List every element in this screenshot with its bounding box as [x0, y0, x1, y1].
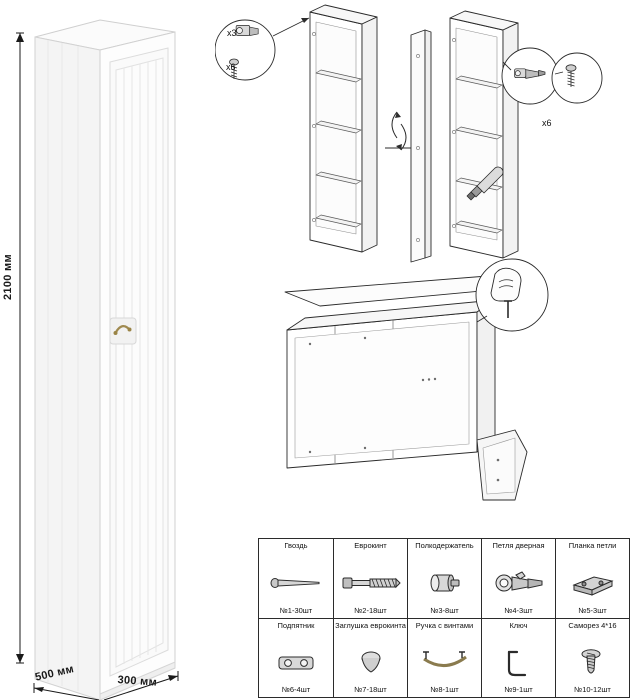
part-cell-cap: [333, 618, 407, 697]
product-illustration: [0, 0, 215, 700]
table-row: [259, 618, 629, 697]
part-title: Гвоздь: [284, 541, 308, 550]
foot-pad-icon: [260, 640, 332, 685]
hinge-plate-icon: [557, 560, 628, 606]
part-code: №4-3шт: [504, 606, 533, 615]
cap-icon: [335, 640, 406, 685]
hinge-count-label: x3: [227, 28, 237, 38]
cabinet-body: [35, 20, 175, 700]
parts-list-table: [258, 538, 630, 698]
part-code: №7-18шт: [354, 685, 387, 694]
part-code: №9-1шт: [504, 685, 533, 694]
part-title: Полкодержатель: [415, 541, 474, 550]
wardrobe-drawing: [0, 0, 215, 700]
screw-count-right-label: x6: [542, 118, 552, 128]
part-code: №1-30шт: [279, 606, 313, 615]
part-cell-foot-pad: [259, 618, 333, 697]
part-cell-hinge-plate: [555, 539, 629, 618]
carcass-left: [310, 5, 377, 252]
height-dimension-line: [16, 33, 24, 663]
part-title: Ключ: [509, 621, 528, 630]
part-title: Ручка с винтами: [415, 621, 474, 630]
table-row: [259, 539, 629, 618]
part-cell-key: [481, 618, 555, 697]
handle-icon: [409, 640, 480, 685]
door-handle-graphic: [110, 318, 136, 344]
width-dimension-label: 300 мм: [117, 674, 158, 689]
part-cell-door-hinge: [481, 539, 555, 618]
callout-hammer-group: [476, 259, 548, 331]
part-title: Еврокинт: [354, 541, 387, 550]
part-title: Петля дверная: [492, 541, 545, 550]
exploded-assembly-diagram: [215, 0, 631, 530]
part-title: Подпятник: [277, 621, 315, 630]
part-code: №5-3шт: [578, 606, 607, 615]
door-panel: [385, 30, 431, 262]
part-cell-handle: [407, 618, 481, 697]
part-cell-euroscrew: [333, 539, 407, 618]
shelf-support-icon: [409, 560, 480, 606]
height-dimension-label: 2100 мм: [2, 254, 14, 300]
part-cell-self-tapping-screw: [555, 618, 629, 697]
part-code: №3-8шт: [430, 606, 459, 615]
part-cell-nail: [259, 539, 333, 618]
depth-dimension-label: 500 мм: [34, 663, 76, 684]
part-title: Планка петли: [568, 541, 617, 550]
key-icon: [483, 640, 554, 685]
part-code: №8-1шт: [430, 685, 459, 694]
euroscrew-icon: [335, 560, 406, 606]
part-code: №6-4шт: [281, 685, 311, 694]
screw-count-left-label: x6: [226, 62, 236, 72]
part-code: №10-12шт: [574, 685, 611, 694]
part-cell-shelf-support: [407, 539, 481, 618]
door-hinge-icon: [483, 560, 554, 606]
self-tapping-screw-icon: [557, 640, 628, 685]
part-title: Заглушка еврокинта: [335, 621, 406, 630]
part-title: Саморез 4*16: [568, 621, 617, 630]
callout-hinge-plate-group: [502, 48, 602, 104]
carcass-right: [450, 11, 518, 258]
part-code: №2-18шт: [354, 606, 387, 615]
nail-icon: [260, 560, 332, 606]
